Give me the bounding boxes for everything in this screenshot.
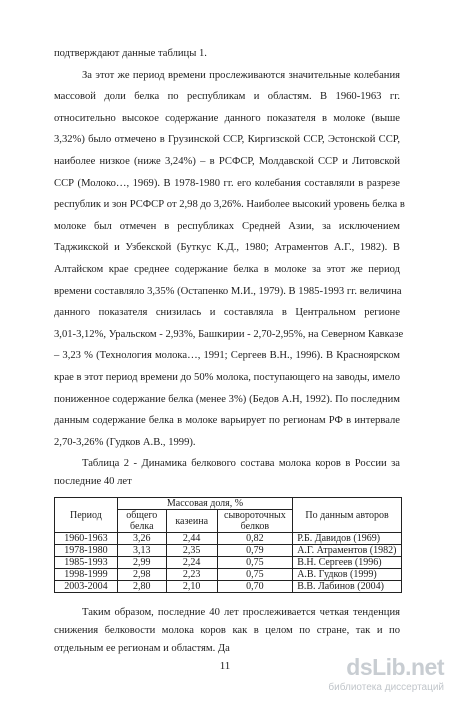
text-line: крае в этот период времени до 50% молока, поступающего на заводы, имело: [54, 372, 400, 383]
table-row: [55, 569, 402, 581]
th-casein: казеина: [166, 510, 217, 533]
cell-author: В.В. Лабинов (2004): [293, 581, 402, 593]
cell-author: В.Н. Сергеев (1996): [293, 557, 402, 569]
text-line: 3,01-3,12%, Уральском - 2,93%, Башкирии - 2,70-2,95%, на Северном Кавказе: [54, 328, 404, 340]
cell-total: 2,80: [117, 581, 166, 593]
watermark-subtitle: библиотека диссертаций: [328, 682, 444, 693]
page-number: 11: [219, 660, 231, 672]
cell-whey: 0,79: [217, 545, 293, 557]
cell-casein: 2,35: [166, 545, 217, 557]
text-line: данного показателя снизилась и составляла в Центральном регионе: [54, 307, 400, 319]
text-line: отдельным ее регионам и областям. Да: [54, 643, 230, 654]
table-row: [55, 581, 402, 593]
cell-whey: 0,75: [217, 557, 293, 569]
text-line: республик и зон РСФСР от 2,98 до 3,26%. Наиболее высокий уровень белка в: [54, 199, 405, 211]
text-line: времени составляло 3,35% (Остапенко М.И., 1979). В 1985-1993 гг. величина: [54, 285, 402, 297]
text-line: Алтайском крае среднее содержание белка в молоке за этот же период: [54, 264, 400, 275]
text-line: молоке был отмечен в республиках Средней Азии, за исключением: [54, 220, 400, 232]
cell-total: 2,98: [117, 569, 166, 581]
cell-author: А.В. Гудков (1999): [293, 569, 402, 581]
table-caption: Таблица 2 - Динамика белкового состава молока коров в России за: [82, 458, 400, 470]
table-row: [55, 533, 402, 545]
protein-table: [54, 497, 402, 593]
th-authors: По данным авторов: [293, 498, 402, 533]
text-line: наиболее низкое (ниже 3,24%) – в РСФСР, Молдавской ССР и Литовской: [54, 156, 400, 167]
cell-period: 1985-1993: [55, 557, 118, 569]
table-row: [55, 545, 402, 557]
cell-author: Р.Б. Давидов (1969): [293, 533, 402, 545]
th-period: Период: [55, 498, 118, 533]
th-total-protein: общего белка: [117, 510, 166, 533]
text-line: снижения белковости молока коров как в целом по стране, так и по: [54, 625, 400, 636]
text-line: пониженное содержание белка (менее 3%) (Бедов А.Н, 1992). По последним: [54, 393, 400, 405]
text-line: данным содержание белка в молоке варьирует по регионам РФ в интервале: [54, 415, 400, 427]
text-line: Таким образом, последние 40 лет прослеживается четкая тенденция: [82, 607, 400, 618]
cell-total: 3,13: [117, 545, 166, 557]
text-line: относительно высокое содержание данного показателя в молоке (выше: [54, 112, 400, 124]
table-row: [55, 557, 402, 569]
cell-period: 1960-1963: [55, 533, 118, 545]
text-line: подтверждают данные таблицы 1.: [54, 48, 207, 59]
cell-casein: 2,10: [166, 581, 217, 593]
text-line: Таджикской и Узбекской (Буткус К.Д., 1980; Атраментов А.Г., 1982). В: [54, 242, 400, 254]
th-mass-fraction: Массовая доля, %: [117, 498, 292, 510]
watermark-logo: dsLib.net: [346, 654, 444, 680]
text-line: За этот же период времени прослеживаются значительные колебания: [82, 69, 400, 81]
cell-casein: 2,44: [166, 533, 217, 545]
text-line: 2,70-3,26% (Гудков А.В., 1999).: [54, 436, 196, 448]
table-caption-cont: последние 40 лет: [54, 476, 132, 488]
text-line: 3,32%) было отмечено в Грузинской ССР, Киргизской ССР, Эстонской ССР,: [54, 134, 400, 146]
cell-whey: 0,70: [217, 581, 293, 593]
text-line: ССР (Молоко…, 1969). В 1978-1980 гг. его колебания составляли в разрезе: [54, 177, 400, 189]
watermark: [312, 654, 450, 700]
text-line: массовой доли белка по республикам и областям. В 1960-1963 гг.: [54, 91, 400, 103]
cell-casein: 2,23: [166, 569, 217, 581]
cell-total: 3,26: [117, 533, 166, 545]
cell-whey: 0,75: [217, 569, 293, 581]
cell-period: 1998-1999: [55, 569, 118, 581]
cell-period: 1978-1980: [55, 545, 118, 557]
cell-total: 2,99: [117, 557, 166, 569]
cell-period: 2003-2004: [55, 581, 118, 593]
th-whey: сывороточных белков: [217, 510, 293, 533]
cell-casein: 2,24: [166, 557, 217, 569]
cell-whey: 0,82: [217, 533, 293, 545]
text-line: – 3,23 % (Технология молока…, 1991; Сергеев В.Н., 1996). В Красноярском: [54, 350, 400, 362]
cell-author: А.Г. Атраментов (1982): [293, 545, 402, 557]
